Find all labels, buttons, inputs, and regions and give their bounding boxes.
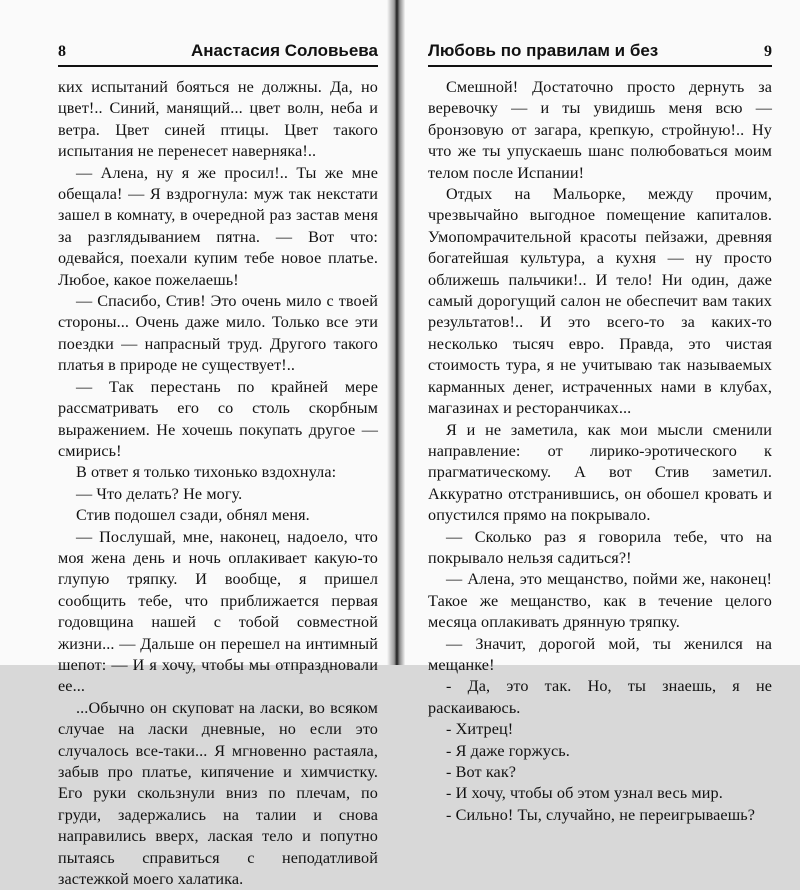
paragraph: ...Обычно он скуповат на ласки, во всяком случае на ласки дневные, но если это случалось все-таки... Я мгновенно растаяла, забыв про платье, кипячение и химчистку. Его руки скользнули вниз по плечам, по груди, задержались на талии и снова направились вверх, лаская тело и попутно пытаясь справиться с неподатливой застежкой моего халатика. xyxy=(58,698,378,889)
right-page-number: 9 xyxy=(764,43,772,60)
left-page xyxy=(0,0,390,889)
left-running-title: Анастасия Соловьева xyxy=(190,41,378,60)
paragraph: - И хочу, чтобы об этом узнал весь мир. xyxy=(446,784,723,803)
book-gutter xyxy=(387,0,405,665)
paragraph: — Так перестань по крайней мере рассматривать его со столь скорбным выражением. Не хочешь покупать другое — смирись! xyxy=(58,377,378,460)
paragraph: ких испытаний бояться не должны. Да, но цвет!.. Синий, манящий... цвет волн, неба и ветра. Цвет синей птицы. Цвет такого испытания не перенесет наверняка!.. xyxy=(58,78,378,161)
paragraph: — Значит, дорогой мой, ты женился на мещанке! xyxy=(428,634,772,674)
paragraph: Я и не заметила, как мои мысли сменили направление: от лирико-эротического к прагматическому. А вот Стив заметил. Аккуратно отстранившись, он обошел кровать и опустился прямо на покрывало. xyxy=(428,420,772,525)
paragraph: — Сколько раз я говорила тебе, что на покрывало нельзя садиться?! xyxy=(428,527,772,567)
paragraph: Смешной! Достаточно просто дернуть за веревочку — и ты увидишь меня всю — бронзовую от загара, крепкую, стройную!.. Ну что же ты упускаешь шанс полюбоваться моим телом после Испании! xyxy=(428,78,772,182)
left-page-number: 8 xyxy=(58,43,66,60)
left-page-text xyxy=(58,77,378,890)
paragraph: В ответ я только тихонько вздохнула: xyxy=(76,463,337,482)
paragraph: - Вот как? xyxy=(446,763,517,781)
right-page xyxy=(404,0,800,824)
paragraph: Отдых на Мальорке, между прочим, чрезвычайно выгодное помещение капиталов. Умопомрачительной красоты пейзажи, древняя богатейшая культура, а кухня — ну просто оближешь пальчики!.. И тело! Ни один, даже самый дорогущий салон не обеспечит вам таких результатов!.. И это всего-то за каких-то несколько тысяч евро. Правда, это чистая стоимость тура, я не учитываю так называемых карманных денег, истраченных нами в клубах, магазинах и ресторанчиках... xyxy=(428,185,772,418)
paragraph: - Сильно! Ты, случайно, не переигрываешь? xyxy=(446,805,756,824)
left-running-head xyxy=(58,40,378,67)
paragraph: - Да, это так. Но, ты знаешь, я не раскаиваюсь. xyxy=(428,677,772,717)
paragraph: — Спасибо, Стив! Это очень мило с твоей стороны... Очень даже мило. Только все эти поездки — напрасный труд. Другого такого платья в природе не существует!.. xyxy=(58,292,378,375)
paragraph: — Послушай, мне, наконец, надоело, что моя жена день и ночь оплакивает какую-то глупую тряпку. И вообще, я пришел сообщить тебе, что приближается первая годовщина нашей с тобой совместной жизни... — Дальше он перешел на интимный шепот: — И я хочу, чтобы мы отпраздновали ее... xyxy=(58,527,378,696)
paragraph: — Алена, ну я же просил!.. Ты же мне обещала! — Я вздрогнула: муж так некстати зашел в комнату, в очередной раз застав меня за разглядыванием пятна. — Вот что: одевайся, поехали купим тебе новое платье. Любое, какое пожелаешь! xyxy=(58,163,378,289)
paragraph: — Алена, это мещанство, пойми же, наконец! Такое же мещанство, как в течение целого месяца оплакивать дрянную тряпку. xyxy=(428,570,772,632)
right-running-title: Любовь по правилам и без xyxy=(428,41,659,60)
paragraph: - Я даже горжусь. xyxy=(446,741,570,760)
right-running-head xyxy=(428,40,772,67)
paragraph: — Что делать? Не могу. xyxy=(76,484,243,503)
paragraph: - Хитрец! xyxy=(446,720,514,739)
right-page-text xyxy=(428,77,772,826)
paragraph: Стив подошел сзади, обнял меня. xyxy=(76,506,310,525)
